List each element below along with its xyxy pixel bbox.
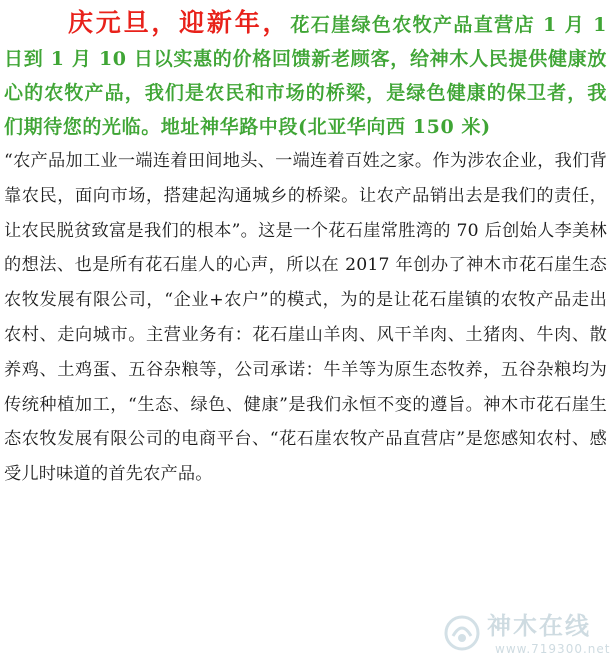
site-watermark xyxy=(443,612,613,658)
company-intro-paragraph: “农产品加工业一端连着田间地头、一端连着百姓之家。作为涉农企业，我们背靠农民，面向市场，搭建起沟通城乡的桥梁。让农产品销出去是我们的责任，让农民脱贫致富是我们的根本”。这是一个花石崖常胜湾的 70 后创始人李美林的想法、也是所有花石崖人的心声，所以在 2017 年创办了神木市花石崖生态农牧发展有限公司，“企业+农户”的模式，为的是让花石崖镇的农牧产品走出农村、走向城市。主营业务有：花石崖山羊肉、风干羊肉、土猪肉、牛肉、散养鸡、土鸡蛋、五谷杂粮等，公司承诺：牛羊等为原生态牧养，五谷杂粮均为传统种植加工，“生态、绿色、健康”是我们永恒不变的遵旨。神木市花石崖生态农牧发展有限公司的电商平台、“花石崖农牧产品直营店”是您感知农村、感受儿时味道的首先农产品。 xyxy=(4,151,607,485)
watermark-url: www.719300.net xyxy=(495,642,611,656)
promo-headline xyxy=(4,6,607,144)
watermark-site-name: 神木在线 xyxy=(487,612,591,640)
watermark-logo-icon xyxy=(443,614,481,652)
headline-highlight: 庆元旦，迎新年， xyxy=(68,8,291,37)
headline-text: 花石崖绿色农牧产品直营店 1 月 1 日到 1 月 10 日以实惠的价格回馈新老顾客，给神木人民提供健康放心的农牧产品，我们是农民和市场的桥梁，是绿色健康的保卫者，我们期待您的光临。地址神华路中段(北亚华向西 150 米) xyxy=(4,14,607,138)
